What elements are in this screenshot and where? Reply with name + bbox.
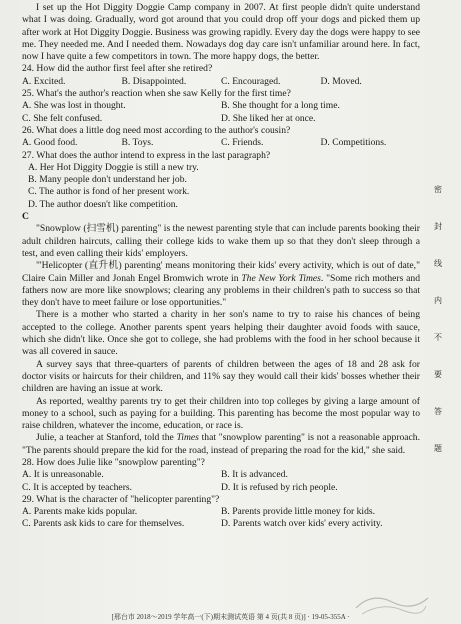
p6-text-a: Julie, a teacher at Stanford, told the [36, 432, 177, 444]
passage-c-paragraph-4: A survey says that three-quarters of parents of children between the ages of 18 and 28 ask for doctor visits or haircuts for their children, and 11% say they would call their kids' bosses whether their children are having an issue at work. [22, 358, 420, 395]
q25-option-b: B. She thought for a long time. [221, 100, 340, 112]
question-28-stem: 28. How does Julie like "snowplow parenting"? [22, 456, 205, 468]
passage-content [22, 2, 420, 531]
q26-option-d: D. Competitions. [320, 137, 387, 149]
passage-c-paragraph-2 [22, 260, 420, 309]
q27-option-d: D. The author doesn't like competition. [28, 198, 178, 210]
q26-option-b: B. Toys. [121, 137, 154, 149]
passage-c-paragraph-5: As reported, wealthy parents try to get their children into top colleges by giving a large amount of money to a school, such as paying for a building. This parenting has become the most popular way to raise children, whatever the income, education, or race is. [22, 395, 420, 432]
q29-option-b: B. Parents provide little money for kids. [221, 506, 376, 518]
q24-option-a: A. Excited. [22, 75, 66, 87]
question-25-options-row2 [22, 113, 420, 125]
q28-option-c: C. It is accepted by teachers. [22, 481, 133, 493]
passage-c-paragraph-6 [22, 432, 420, 457]
question-25-options-row1 [22, 100, 420, 112]
q24-option-c: C. Encouraged. [221, 75, 281, 87]
page-footer: [邢台市 2018～2019 学年高一(下)期末测试英语 第 4 页(共 8 页)] · 19-05-355A · [111, 613, 350, 621]
seal-char-7: 答 [434, 407, 442, 416]
seal-char-1: 密 [434, 185, 442, 194]
q27-option-c: C. The author is fond of her present work. [28, 186, 190, 198]
question-29-options-row2 [22, 518, 420, 530]
section-c-title: C [22, 211, 29, 223]
times-title: Times [176, 432, 199, 444]
q24-option-d: D. Moved. [320, 75, 362, 87]
question-26-stem: 26. What does a little dog need most according to the author's cousin? [22, 124, 291, 136]
q24-option-b: B. Disappointed. [121, 75, 187, 87]
seal-char-3: 线 [434, 259, 442, 268]
question-28-options-row2 [22, 482, 420, 494]
seal-char-4: 内 [434, 296, 442, 305]
q27-option-b: B. Many people don't understand her job. [28, 174, 187, 186]
q27-option-a: A. Her Hot Diggity Doggie is still a new try. [28, 161, 199, 173]
question-27-stem: 27. What does the author intend to express in the last paragraph? [22, 149, 271, 161]
p2-text-a: "'Helicopter (直升机) parenting' means monitoring their kids' every activity, which is out of date," Claire Cain Miller and Jonah Engel Bromwich wrote in [22, 260, 420, 284]
nyt-title: The New York Times [241, 272, 321, 284]
question-24-options [22, 76, 420, 88]
q25-option-d: D. She liked her at once. [221, 112, 316, 124]
question-28-options-row1 [22, 469, 420, 481]
passage-c-paragraph-3: There is a mother who started a charity in her son's name to try to raise his chances of being accepted to the college. Another parents spent years helping their daughter avoid foods with sauce, which she didn't like. Once she got to college, she had problems with the food in her school because it was all covered in sauce. [22, 309, 420, 358]
passage-c-paragraph-1: "Snowplow (扫雪机) parenting" is the newest parenting style that can include parents booking their adult children haircuts, calling their college kids to wake them up so that they don't sleep through a test, and even calling their kids' employers. [22, 223, 420, 259]
q25-option-c: C. She felt confused. [22, 112, 103, 124]
q28-option-b: B. It is advanced. [221, 469, 288, 481]
seal-line-notice [433, 186, 443, 482]
seal-char-8: 题 [434, 444, 442, 453]
q28-option-a: A. It is unreasonable. [22, 469, 104, 481]
question-24-stem: 24. How did the author first feel after she retired? [22, 63, 213, 75]
q29-option-a: A. Parents make kids popular. [22, 506, 138, 518]
question-29-options-row1 [22, 506, 420, 518]
p2-text-b: . "Some rich mothers and fathers now are more like snowplows; clearing any problems in their children's path to success so that they don't have to meet failure or lose opportunities." [22, 272, 421, 309]
p6-text-b: that "snowplow parenting" is not a reasonable approach. "The parents should prepare the kid for the road, instead of preparing the road for the kid," she said. [22, 432, 420, 456]
question-25-stem: 25. What's the author's reaction when she saw Kelly for the first time? [22, 88, 291, 100]
q29-option-c: C. Parents ask kids to care for themselves. [22, 518, 185, 530]
q26-option-c: C. Friends. [221, 137, 264, 149]
q29-option-d: D. Parents watch over kids' every activity. [221, 518, 383, 530]
seal-char-2: 封 [434, 222, 442, 231]
question-29-stem: 29. What is the character of "helicopter parenting"? [22, 493, 220, 505]
q25-option-a: A. She was lost in thought. [22, 100, 126, 112]
passage-b-paragraph: I set up the Hot Diggity Doggie Camp company in 2007. At first people didn't quite understand what I was doing. Gradually, word got around that you could drop off your dogs and picked them up after work at Hot Diggity Doggie. Business was growing rapidly. Every day the dogs were happy to see me. They needed me. And I needed them. Nowadays dog day care isn't unfamiliar around here. In fact, now I have quite a few competitors in town. The more happy dogs, the better. [22, 2, 420, 63]
q28-option-d: D. It is refused by rich people. [221, 481, 338, 493]
seal-char-5: 不 [434, 333, 442, 342]
question-26-options [22, 137, 420, 149]
q26-option-a: A. Good food. [22, 137, 78, 149]
seal-char-6: 要 [434, 370, 442, 379]
